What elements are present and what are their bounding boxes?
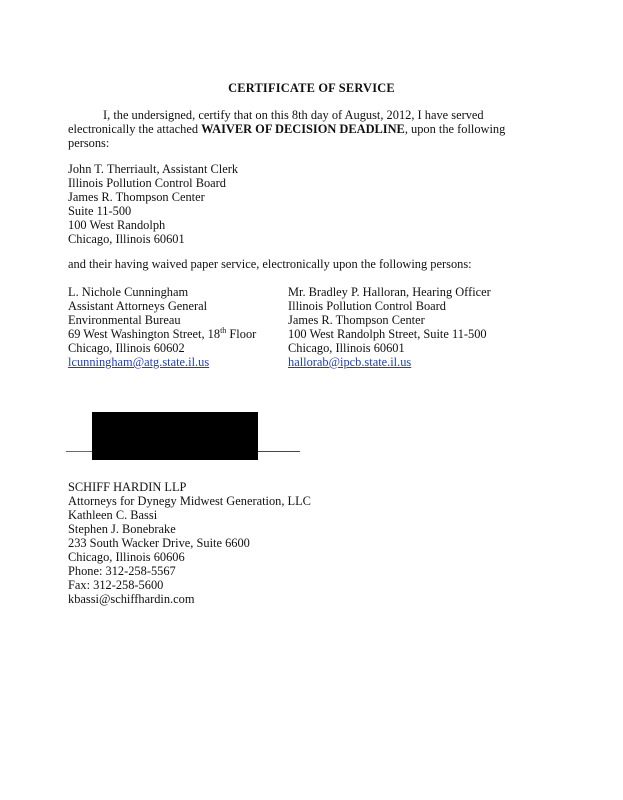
redacted-signature [92, 412, 258, 460]
contact-street [68, 327, 256, 341]
address-line: Chicago, Illinois 60601 [68, 232, 185, 246]
certification-paragraph [68, 108, 508, 150]
contact-name: Mr. Bradley P. Halloran, Hearing Officer [288, 285, 491, 299]
firm-line: Stephen J. Bonebrake [68, 522, 176, 536]
address-line: Illinois Pollution Control Board [68, 176, 226, 190]
contact-building: James R. Thompson Center [288, 313, 425, 327]
firm-line: 233 South Wacker Drive, Suite 6600 [68, 536, 250, 550]
contact-email-link[interactable]: lcunningham@atg.state.il.us [68, 355, 210, 369]
contact-department: Environmental Bureau [68, 313, 181, 327]
page-title: CERTIFICATE OF SERVICE [228, 81, 395, 95]
firm-line: Phone: 312-258-5567 [68, 564, 176, 578]
contact-name: L. Nichole Cunningham [68, 285, 189, 299]
left-contact-block [68, 285, 256, 369]
address-line: 100 West Randolph [68, 218, 166, 232]
intro-text-before: I, the undersigned, certify that on this 8th day of August, 2012, I have served electronically the attached [68, 108, 484, 136]
contact-title: Assistant Attorneys General [68, 299, 208, 313]
firm-email: kbassi@schiffhardin.com [68, 592, 195, 606]
address-line: John T. Therriault, Assistant Clerk [68, 162, 239, 176]
firm-line: SCHIFF HARDIN LLP [68, 480, 187, 494]
firm-line: Fax: 312-258-5600 [68, 578, 164, 592]
contact-city: Chicago, Illinois 60601 [288, 341, 405, 355]
address-line: Suite 11-500 [68, 204, 132, 218]
intro-text-after: , upon the following persons: [68, 122, 506, 150]
firm-line: Attorneys for Dynegy Midwest Generation, LLC [68, 494, 311, 508]
firm-line: Kathleen C. Bassi [68, 508, 158, 522]
contact-street: 100 West Randolph Street, Suite 11-500 [288, 327, 487, 341]
right-contact-block [288, 285, 491, 369]
document-name: WAIVER OF DECISION DEADLINE [201, 122, 405, 136]
address-line: James R. Thompson Center [68, 190, 205, 204]
firm-line: Chicago, Illinois 60606 [68, 550, 185, 564]
signature-line-right [256, 451, 300, 452]
ordinal-suffix: th [220, 325, 227, 335]
clerk-address-block [68, 162, 238, 246]
contact-city: Chicago, Illinois 60602 [68, 341, 185, 355]
street-text: 69 West Washington Street, 18 [68, 327, 221, 341]
contact-email-link[interactable]: hallorab@ipcb.state.il.us [288, 355, 412, 369]
waived-service-text: and their having waived paper service, electronically upon the following persons: [68, 257, 472, 271]
firm-signature-block [68, 480, 311, 606]
contact-organization: Illinois Pollution Control Board [288, 299, 446, 313]
street-text-end: Floor [226, 327, 257, 341]
